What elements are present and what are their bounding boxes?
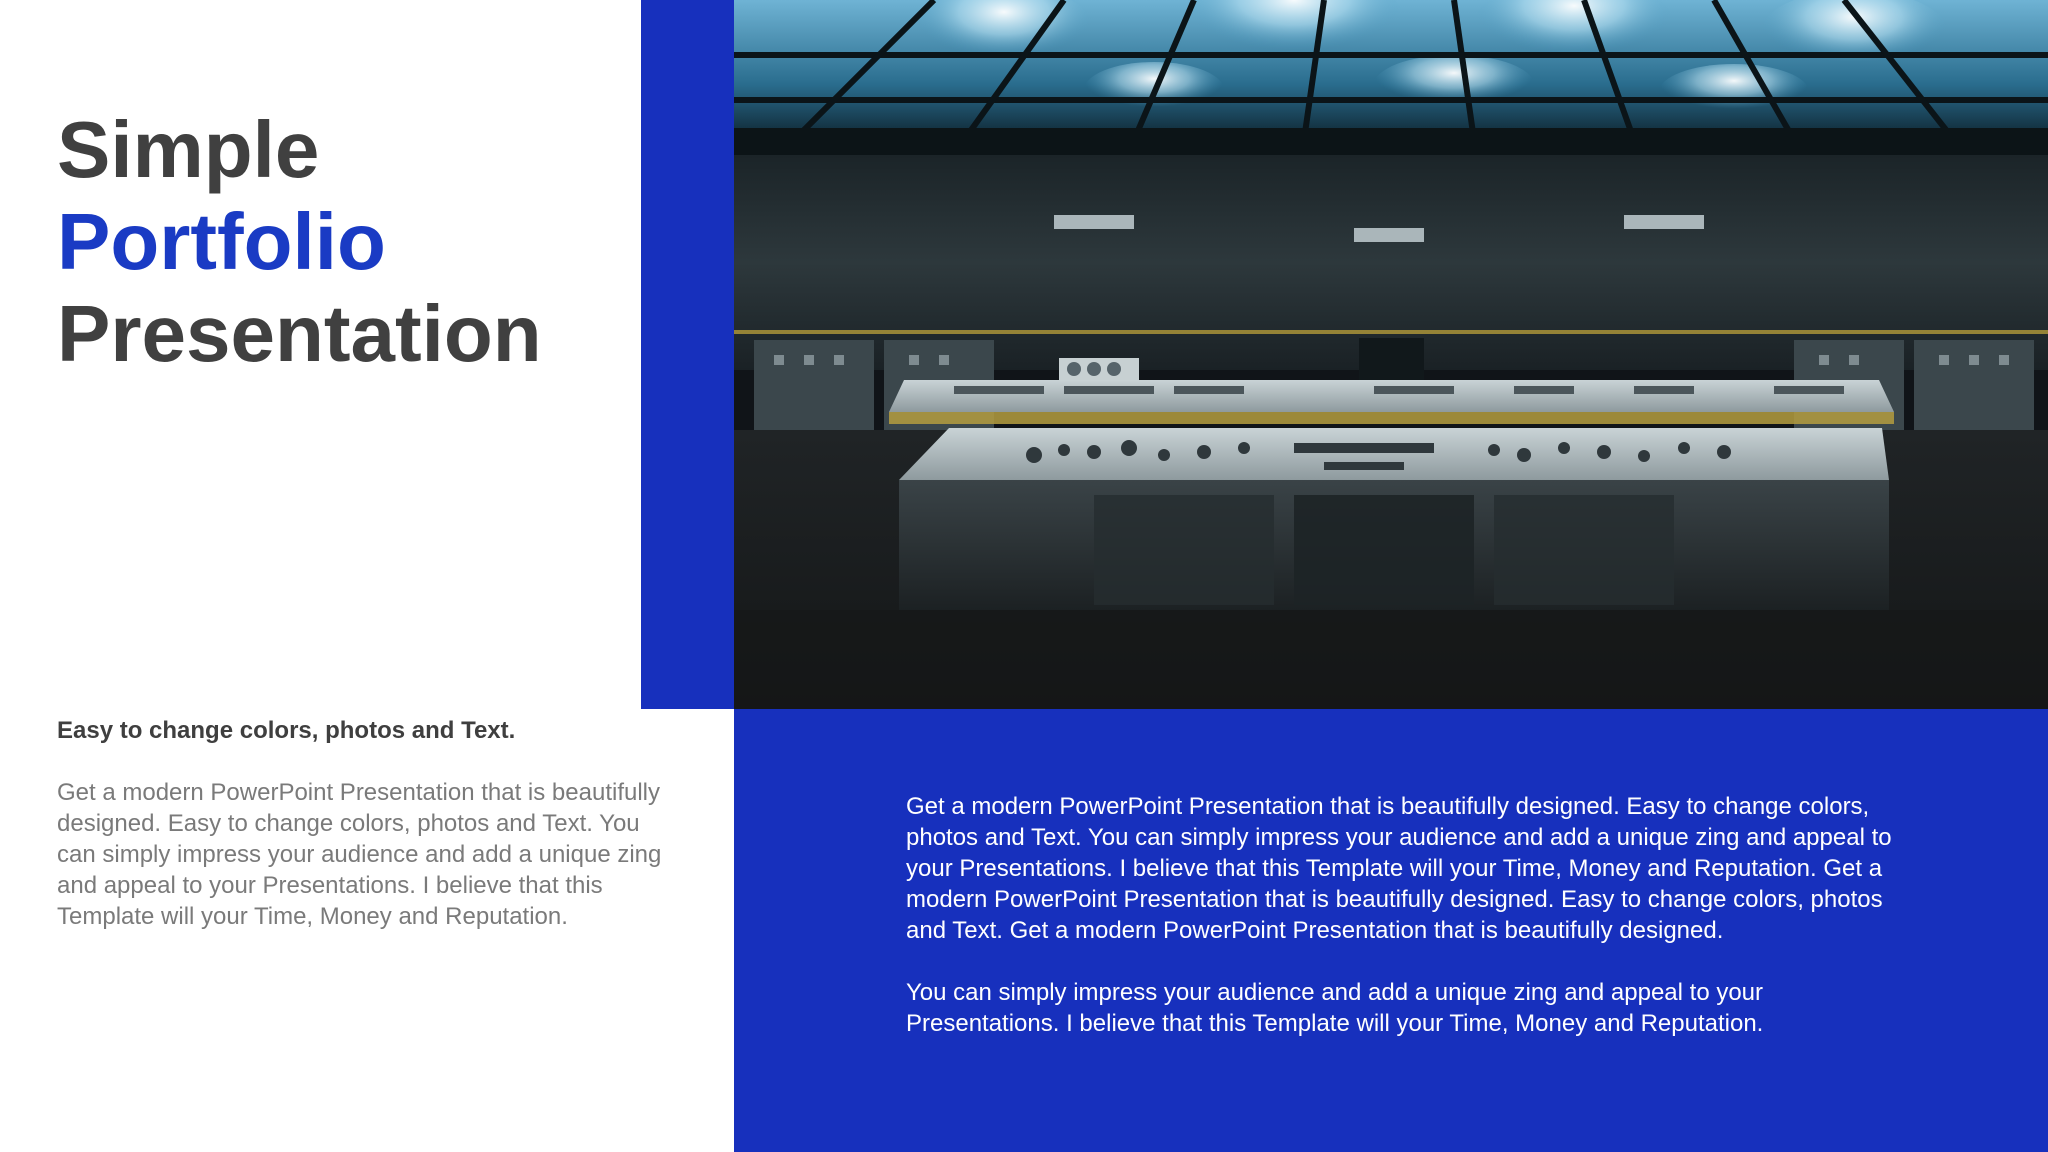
right-body-text <box>906 791 1906 1039</box>
blue-accent-strip <box>641 0 734 709</box>
control-room-photo <box>734 0 2048 709</box>
left-body-text: Get a modern PowerPoint Presentation that is beautifully designed. Easy to change colors, photos and Text. You can simply impress your audience and add a unique zing and appeal to your Presentations. I believe that this Template will your Time, Money and Reputation. <box>57 779 662 930</box>
right-paragraph-2: You can simply impress your audience and add a unique zing and appeal to your Presentations. I believe that this Template will your Time, Money and Reputation. <box>906 979 1764 1037</box>
slide-title <box>57 104 542 380</box>
title-line-portfolio: Portfolio <box>57 197 386 286</box>
title-line-presentation: Presentation <box>57 289 542 378</box>
right-paragraph-1: Get a modern PowerPoint Presentation that is beautifully designed. Easy to change colors, photos and Text. You can simply impress your audience and add a unique zing and appeal to your Presentations. I believe that this Template will your Time, Money and Reputation. Get a modern PowerPoint Presentation that is beautifully designed. Easy to change colors, photos and Text. Get a modern PowerPoint Presentation that is beautifully designed. <box>906 793 1892 944</box>
left-subheading: Easy to change colors, photos and Text. <box>57 717 516 744</box>
title-line-simple: Simple <box>57 105 320 194</box>
